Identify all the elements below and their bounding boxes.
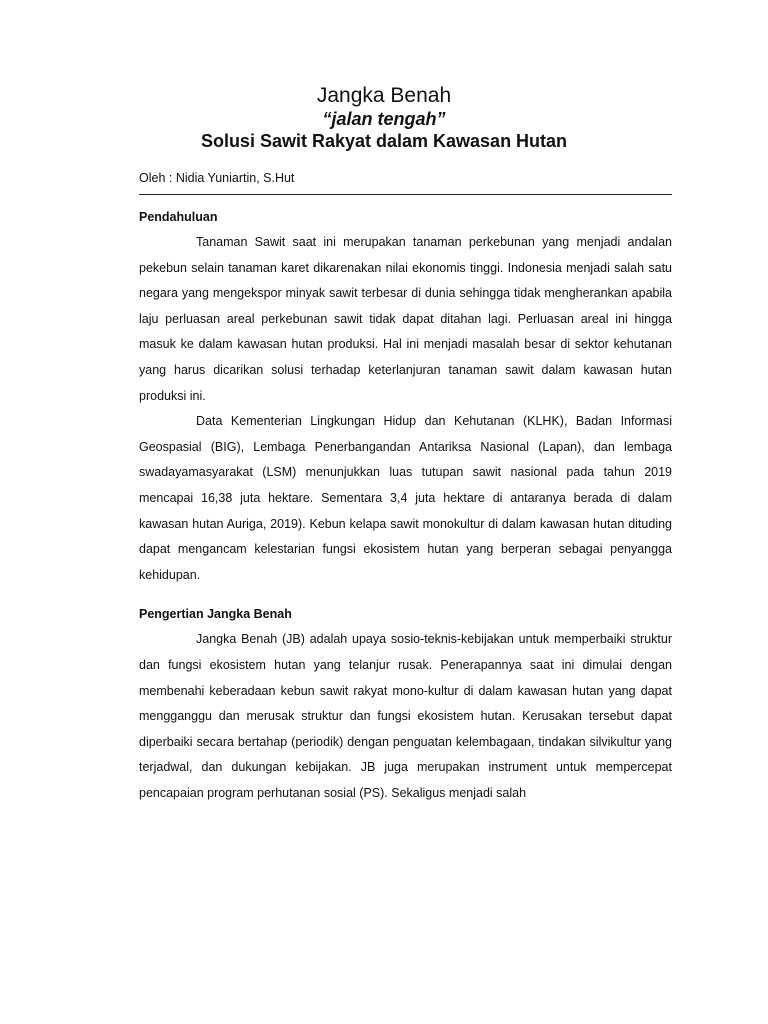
- section-heading: Pengertian Jangka Benah: [139, 607, 292, 622]
- header-divider: [139, 194, 672, 195]
- document-body: [139, 204, 672, 806]
- document-title: Jangka Benah: [316, 84, 452, 107]
- section-spacer: [139, 588, 672, 601]
- author-line: Oleh : Nidia Yuniartin, S.Hut: [139, 171, 295, 185]
- title-block: [0, 84, 768, 152]
- paragraph: Tanaman Sawit saat ini merupakan tanaman perkebunan yang menjadi andalan pekebun selain tanaman karet dikarenakan nilai ekonomis tinggi. Indonesia menjadi salah satu negara yang mengekspor minyak sawit terbesar di dunia sehingga tidak mengherankan apabila laju perluasan areal perkebunan sawit tidak dapat ditahan lagi. Perluasan areal ini hingga masuk ke dalam kawasan hutan produksi. Hal ini menjadi masalah besar di sektor kehutanan yang harus dicarikan solusi terhadap keterlanjuran tanaman sawit dalam kawasan hutan produksi ini.: [139, 235, 672, 403]
- section-pendahuluan: [139, 204, 672, 588]
- section-pengertian-jangka-benah: [139, 601, 672, 806]
- paragraph: Data Kementerian Lingkungan Hidup dan Kehutanan (KLHK), Badan Informasi Geospasial (BIG), Lembaga Penerbangandan Antariksa Nasional (Lapan), dan lembaga swadayamasyarakat (LSM) menunjukkan luas tutupan sawit nasional pada tahun 2019 mencapai 16,38 juta hektare. Sementara 3,4 juta hektare di antaranya berada di dalam kawasan hutan Auriga, 2019). Kebun kelapa sawit monokultur di dalam kawasan hutan dituding dapat mengancam kelestarian fungsi ekosistem hutan yang berperan sebagai penyangga kehidupan.: [139, 414, 672, 582]
- document-subtitle: “jalan tengah”: [322, 109, 446, 129]
- section-heading: Pendahuluan: [139, 210, 218, 224]
- paragraph: Jangka Benah (JB) adalah upaya sosio-teknis-kebijakan untuk memperbaiki struktur dan fungsi ekosistem hutan yang telanjur rusak. Penerapannya saat ini dimulai dengan membenahi keberadaan kebun sawit rakyat mono-kultur di dalam kawasan hutan yang dapat mengganggu dan merusak struktur dan fungsi ekosistem hutan. Kerusakan tersebut dapat diperbaiki secara bertahap (periodik) dengan penguatan kelembagaan, tindakan silvikultur yang terjadwal, dan dukungan kebijakan. JB juga merupakan instrument untuk mempercepat pencapaian program perhutanan sosial (PS). Sekaligus menjadi salah: [139, 632, 672, 800]
- document-title-secondary: Solusi Sawit Rakyat dalam Kawasan Hutan: [200, 131, 568, 151]
